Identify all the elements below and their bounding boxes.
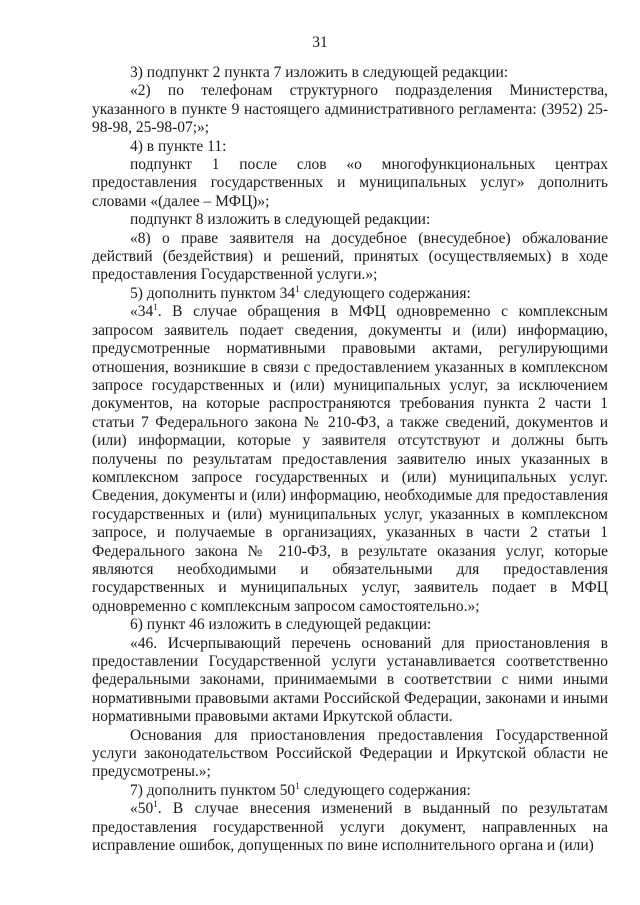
superscript: 1 — [153, 302, 158, 313]
superscript: 1 — [153, 799, 158, 810]
paragraph: подпункт 8 изложить в следующей редакции: — [130, 211, 431, 229]
paragraph: 6) пункт 46 изложить в следующей редакции: — [130, 616, 432, 634]
paragraph: «2) по телефонам структурного подразделения Министерства, указанного в пункте 9 настоящего административного регламента: (3952) 25-98-98, 25-98-07;»; — [92, 82, 608, 137]
paragraph: 7) дополнить пунктом $50^1$ следующего содержания: — [130, 780, 471, 799]
paragraph: Основания для приостановления предоставления Государственной услуги законодательством Российской Федерации и Иркутской области не предусмотрены.»; — [92, 726, 608, 781]
paragraph: «8) о праве заявителя на досудебное (внесудебное) обжалование действий (бездействия) и решений, принятых (осуществляемых) в ходе предоставления Государственной услуги.»; — [92, 229, 608, 284]
paragraph: «$50^1$. В случае внесения изменений в выданный по результатам предоставления государственной услуги документ, направленных на исправление ошибок, допущенных по вине исполнительного органа и (или) — [92, 799, 608, 855]
paragraph: 4) в пункте 11: — [130, 137, 227, 155]
document-body — [92, 64, 608, 855]
superscript: 1 — [295, 780, 300, 791]
paragraph: подпункт 1 после слов «о многофункциональных центрах предоставления государственных и муниципальных услуг» дополнить словами «(далее – МФЦ)»; — [92, 156, 608, 210]
superscript: 1 — [295, 283, 300, 294]
paragraph: «$34^1$. В случае обращения в МФЦ одновременно с комплексным запросом заявитель подает сведения, документы и (или) информацию, предусмотренные нормативными правовыми актами, регулирующими отношения, возникшие в связи с предоставлением указанных в комплексном запросе государственных и (или) муниципальных услуг, за исключением документов, на которые распространяются требования пункта 2 части 1 статьи 7 Федерального закона № 210-ФЗ, а также сведений, документов и (или) информации, которые у заявителя отсутствуют и должны быть получены по результатам предоставления заявителю иных указанных в комплексном запросе государственных и (или) муниципальных услуг. Сведения, документы и (или) информацию, необходимые для предоставления государственных и (или) муниципальных услуг, указанных в комплексном запросе, и получаемые в организациях, указанных в части 2 статьи 1 Федерального закона № 210-ФЗ, в результате оказания услуг, которые являются необходимыми и обязательными для предоставления государственных и муниципальных услуг, заявитель подает в МФЦ одновременно с комплексным запросом самостоятельно.»; — [92, 302, 608, 615]
paragraph: 3) подпункт 2 пункта 7 изложить в следующей редакции: — [130, 64, 509, 81]
paragraph: «46. Исчерпывающий перечень оснований для приостановления в предоставлении Государственной услуги устанавливается соответственно федеральными законами, принимаемыми в соответствии с ними иными нормативными правовыми актами Российской Федерации, законами и иными нормативными правовыми актами Иркутской области. — [92, 634, 608, 726]
paragraph: 5) дополнить пунктом $34^1$ следующего содержания: — [130, 283, 471, 302]
page-number: 31 — [312, 34, 328, 51]
